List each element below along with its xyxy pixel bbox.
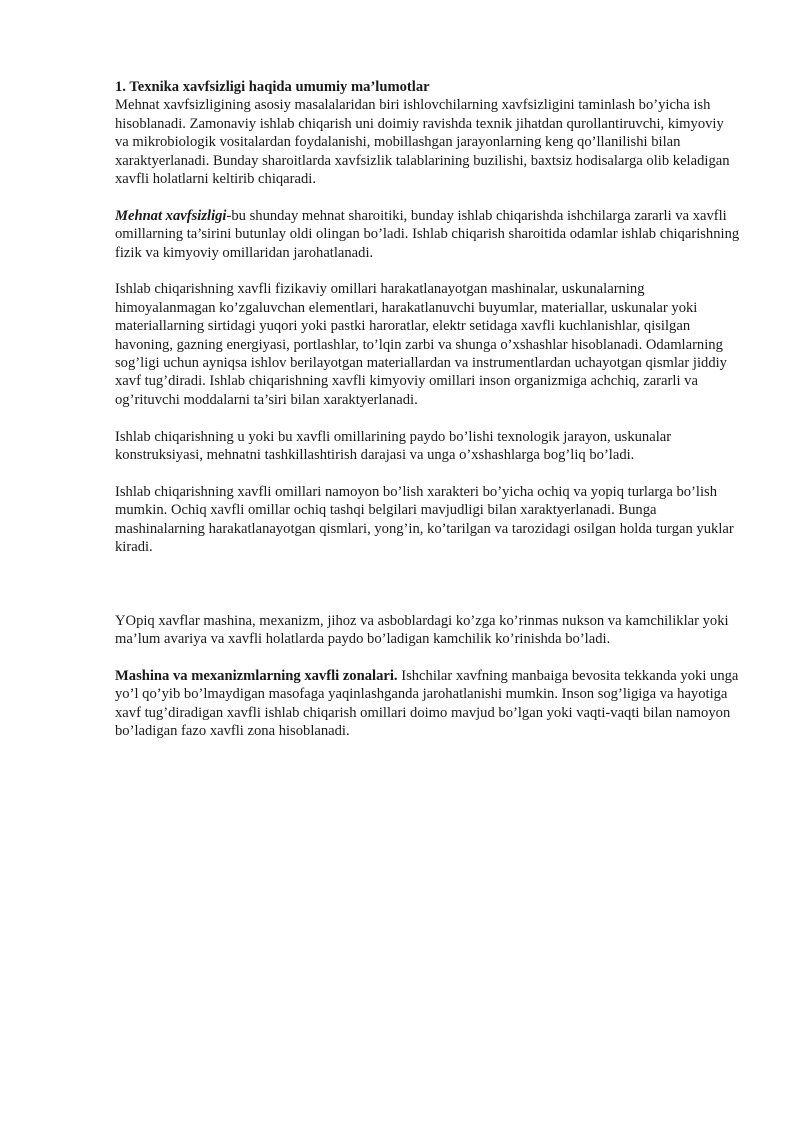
paragraph-text: -bu shunday mehnat sharoitiki, bunday ishlab chiqarishda ishchilarga zararli va xavfli omillarning ta’sirini butunlay oldi olingan bo’ladi. Ishlab chiqarish sharoitida odamlar ishlab chiqarishning fizik va kimyoviy omillaridan jarohatlanadi. — [115, 207, 740, 261]
paragraph-text: Ishchilar xavfning manbaiga bevosita tekkanda yoki unga yo’l qo’yib bo’lmaydigan masofaga yaqinlashganda jarohatlanishi mumkin. Inson sog’ligiga va hayotiga xavf tug’diradigan xavfli ishlab chiqarish omillari doimo mavjud bo’lgan yoki vaqti-vaqti bilan namoyon bo’ladigan fazo xavfli zona hisoblanadi. — [115, 667, 739, 739]
paragraph-hazard-zones — [115, 667, 740, 741]
document-page — [115, 78, 740, 759]
paragraph-physical-factors: Ishlab chiqarishning xavfli fizikaviy omillari harakatlanayotgan mashinalar, uskunalarning himoyalanmagan ko’zgaluvchan elementlari, harakatlanuvchi buyumlar, materiallar, uskunalar yoki materiallarning sirtidagi yuqori yoki pastki haroratlar, elektr setidaga xavfli kuchlanishlar, qisilgan havoning, gazning energiyasi, portlashlar, to’lqin zarbi va shunga o’xshashlar hisoblanadi. Odamlarning sog’ligi uchun ayniqsa ishlov berilayotgan materiallardan va instrumentlardan uchayotgan qismlar jiddiy xavf tug’diradi. Ishlab chiqarishning xavfli kimyoviy omillari inson organizmiga achchiq, zararli va og’rituvchi moddalarni ta’siri bilan xaraktyerlanadi. — [115, 281, 727, 408]
term-xavfli-zonalar: Mashina va mexanizmlarning xavfli zonalari. — [115, 667, 398, 684]
paragraph-definition — [115, 207, 740, 262]
paragraph-intro — [115, 78, 740, 188]
section-title: 1. Texnika xavfsizligi haqida umumiy ma’lumotlar — [115, 79, 430, 95]
paragraph-closed-hazards: YOpiq xavflar mashina, mexanizm, jihoz va asboblardagi ko’zga ko’rinmas nukson va kamchiliklar yoki ma’lum avariya va xavfli holatlarda paydo bo’ladigan kamchilik ko’rinishda bo’ladi. — [115, 612, 729, 647]
paragraph-origin-factors: Ishlab chiqarishning u yoki bu xavfli omillarining paydo bo’lishi texnologik jarayon, uskunalar konstruksiyasi, mehnatni tashkillashtirish darajasi va unga o’xshashlarga bog’liq bo’ladi. — [115, 428, 672, 464]
paragraph-text: Mehnat xavfsizligining asosiy masalalaridan biri ishlovchilarning xavfsizligini taminlash bo’yicha ish hisoblanadi. Zamonaviy ishlab chiqarish uni doimiy ravishda texnik jihatdan qurollantiruvchi, kimyoviy va mikrobiologik vositalardan foydalanishi, mobillashgan jarayonlarning keng qo’llanilishi bilan xaraktyerlanadi. Bunday sharoitlarda xavfsizlik talablarining buzilishi, baxtsiz hodisalarga olib keladigan xavfli holatlarni keltirib chiqaradi. — [115, 97, 730, 188]
term-mehnat-xavfsizligi: Mehnat xavfsizligi — [115, 207, 227, 224]
paragraph-open-closed: Ishlab chiqarishning xavfli omillari namoyon bo’lish xarakteri bo’yicha ochiq va yopiq turlarga bo’lish mumkin. Ochiq xavfli omillar ochiq tashqi belgilari mavjudligi bilan xaraktyerlanadi. Bunga mashinalarning harakatlanayotgan qismlari, yong’in, ko’tarilgan va tarozidagi osilgan holda turgan yuklar kiradi. — [115, 483, 734, 556]
